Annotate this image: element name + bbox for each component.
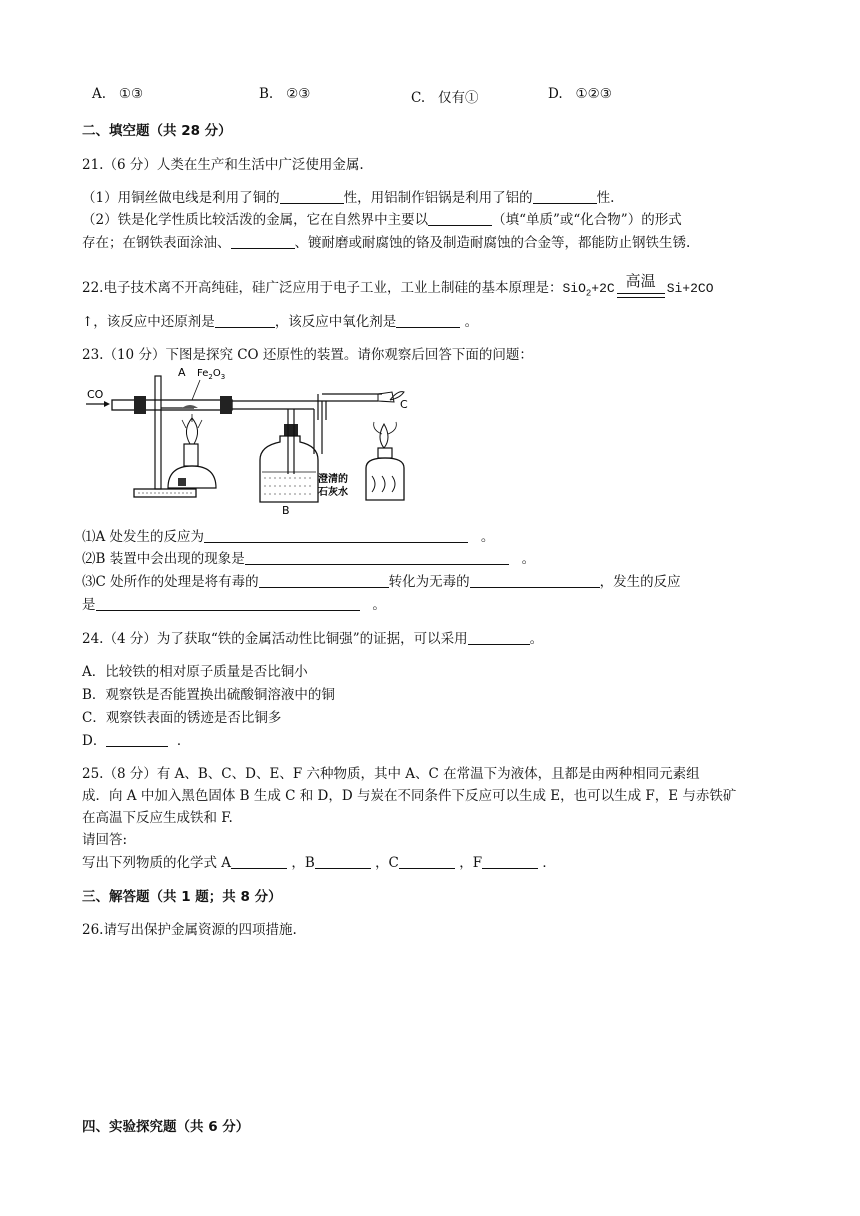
question-23-sub3: ⑶C 处所作的处理是将有毒的 转化为无毒的 ，发生的反应 [82, 574, 681, 590]
answer-blank[interactable] [482, 867, 538, 869]
label-c: C [400, 398, 408, 411]
limewater-label: 石灰水 [318, 487, 348, 498]
option-b: B. ②③ [259, 86, 311, 102]
answer-blank[interactable] [231, 867, 287, 869]
answer-blank[interactable] [280, 202, 344, 204]
option-a: A. ①③ [92, 86, 144, 102]
question-25-line1: 25.（8 分）有 A、B、C、D、E、F 六种物质，其中 A、C 在常温下为液体，且都是由两种相同元素组 [82, 766, 700, 782]
answer-blank[interactable] [204, 541, 468, 543]
question-24-stem: 24.（4 分）为了获取“铁的金属活动性比铜强”的证据，可以采用 。 [82, 631, 544, 647]
question-25-line5: 写出下列物质的化学式 A ，B ，C ，F ． [82, 855, 556, 871]
answer-blank[interactable] [215, 326, 275, 328]
answer-blank[interactable] [259, 586, 389, 588]
question-23-sub1: ⑴A 处发生的反应为 。 [82, 529, 495, 545]
section-title: 四、实验探究题（共 6 分） [82, 1119, 250, 1135]
question-21-part2-cont: 存在；在钢铁表面涂油、 、镀耐磨或耐腐蚀的铬及制造耐腐蚀的合金等，都能防止钢铁生锈. [82, 235, 691, 251]
limewater-label: 澄清的 [318, 474, 348, 485]
answer-blank[interactable] [396, 326, 460, 328]
question-25-line2: 成．向 A 中加入黑色固体 B 生成 C 和 D，D 与炭在不同条件下反应可以生成 E，也可以生成 F，E 与赤铁矿 [82, 788, 737, 804]
question-23-stem: 23.（10 分）下图是探究 CO 还原性的装置。请你观察后回答下面的问题： [82, 347, 533, 363]
question-22-line1: 22.电子技术离不开高纯硅，硅广泛应用于电子工业，工业上制硅的基本原理是：SiO$_2$+2C 高温 Si+2CO [82, 272, 714, 299]
section-title: 三、解答题（共 1 题；共 8 分） [82, 889, 282, 905]
answer-blank[interactable] [470, 586, 600, 588]
equation: SiO$_2$+2C 高温 Si+2CO [562, 272, 714, 299]
question-23-sub2: ⑵B 装置中会出现的现象是 。 [82, 551, 536, 567]
reaction-condition: 高温 [617, 276, 665, 297]
answer-blank[interactable] [106, 745, 168, 747]
question-25-line4: 请回答: [82, 832, 128, 848]
question-25-line3: 在高温下反应生成铁和 F. [82, 810, 233, 826]
question-23-sub3-cont: 是 。 [82, 597, 386, 613]
question-24-option-d: D． ． [82, 733, 191, 749]
question-21-part1: （1）用铜丝做电线是利用了铜的 性，用铝制作铝锅是利用了铝的 性. [82, 190, 615, 206]
answer-blank[interactable] [231, 247, 295, 249]
question-24-option-a: A．比较铁的相对原子质量是否比铜小 [82, 664, 308, 680]
answer-blank[interactable] [533, 202, 597, 204]
fe2o3-label: $Fe_2O_3$ [197, 368, 226, 381]
answer-blank[interactable] [245, 563, 509, 565]
label-a: A [178, 366, 186, 379]
section-title: 二、填空题（共 28 分） [82, 123, 232, 139]
question-24-option-c: C．观察铁表面的锈迹是否比铜多 [82, 710, 282, 726]
answer-blank[interactable] [468, 643, 530, 645]
option-c: C. 仅有① [411, 90, 479, 106]
label-b: B [282, 504, 290, 516]
question-26: 26.请写出保护金属资源的四项措施. [82, 922, 297, 938]
co-label: CO [87, 388, 104, 401]
answer-blank[interactable] [399, 867, 455, 869]
option-d: D. ①②③ [548, 86, 612, 102]
question-21-part2: （2）铁是化学性质比较活泼的金属，它在自然界中主要以 （填“单质”或“化合物”）的形式 [82, 212, 682, 228]
answer-blank[interactable] [315, 867, 371, 869]
co-reduction-apparatus-figure [82, 364, 422, 516]
question-22-line2: ↑，该反应中还原剂是 ，该反应中氧化剂是 。 [82, 314, 479, 330]
answer-blank[interactable] [428, 224, 492, 226]
question-24-option-b: B．观察铁是否能置换出硫酸铜溶液中的铜 [82, 687, 335, 703]
question-21-stem: 21.（6 分）人类在生产和生活中广泛使用金属. [82, 157, 364, 173]
answer-blank[interactable] [96, 609, 360, 611]
